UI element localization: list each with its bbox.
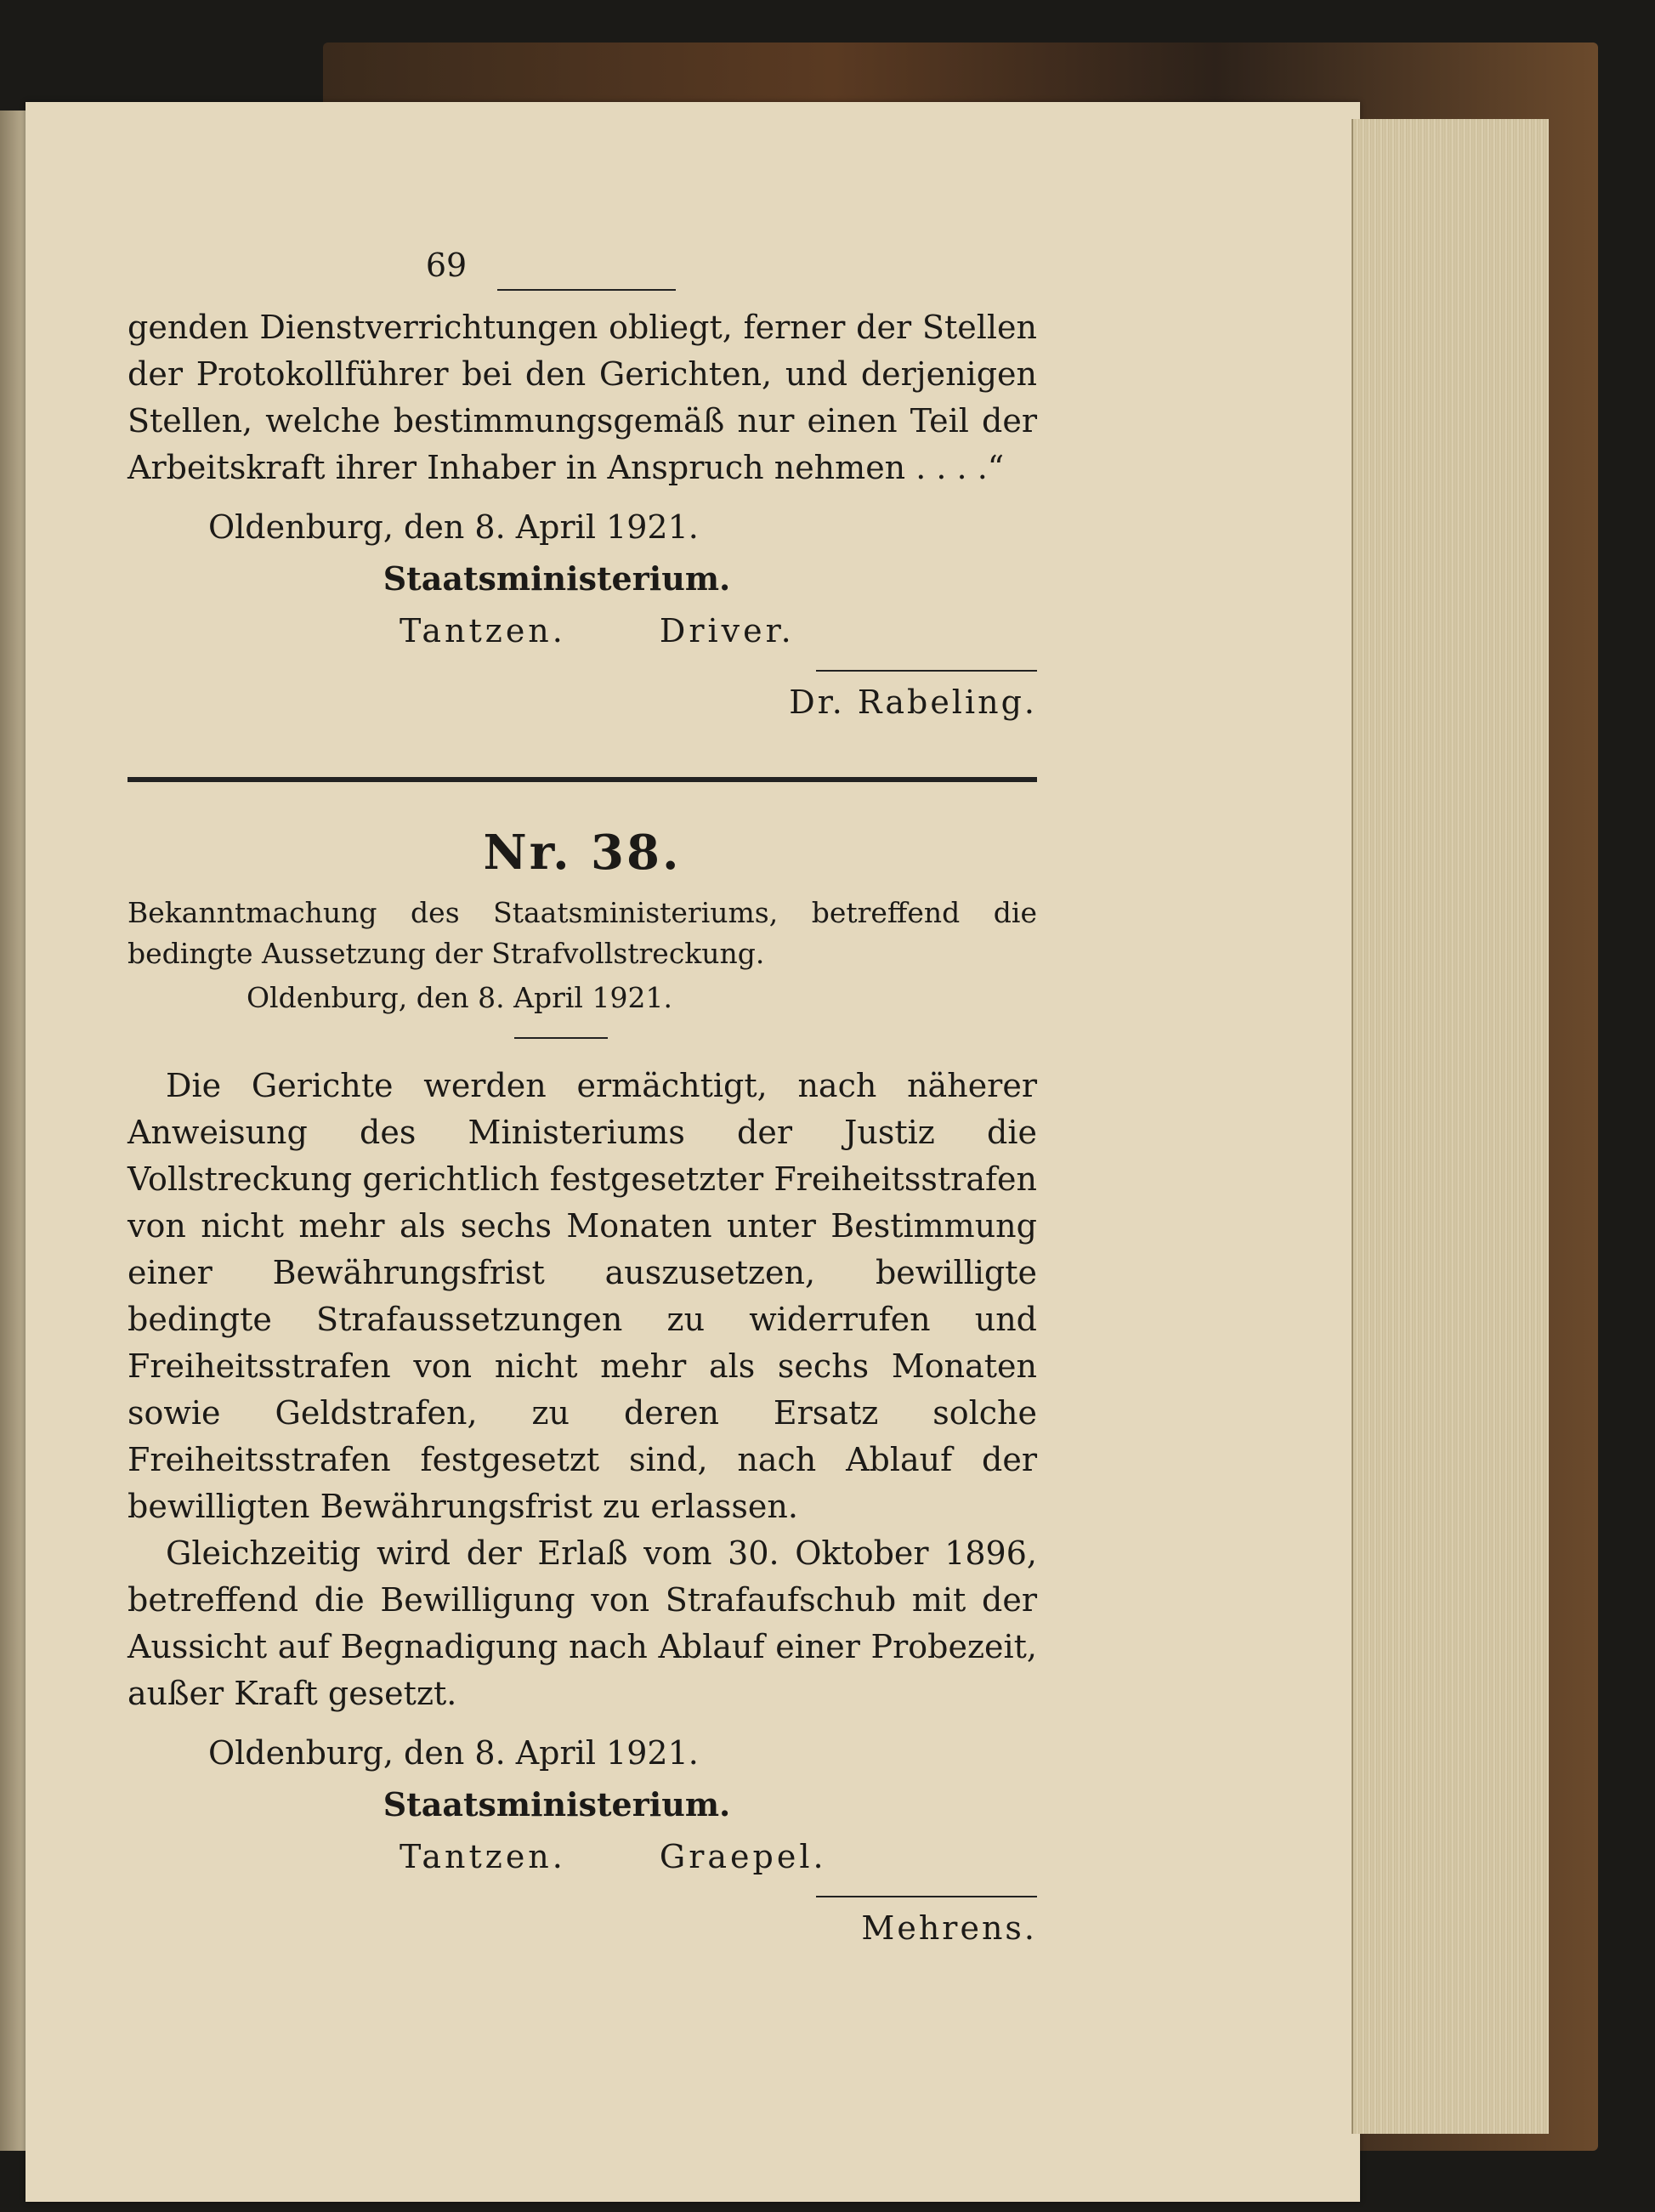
page-number: 69 xyxy=(425,247,468,284)
section-subject: Bekanntmachung des Staatsministeriums, betreffend die bedingte Aussetzung der Strafvollstreckung. xyxy=(128,896,1037,970)
section-title: Nr. 38. xyxy=(483,825,682,881)
continuation-paragraph: genden Dienstverrichtungen obliegt, ferner der Stellen der Protokollführer bei den Gerichten, und derjenigen Stellen, welche bestimmungsgemäß nur einen Teil der Arbeitskraft ihrer Inhaber in Anspruch nehmen . . . .“ xyxy=(128,309,1037,486)
countersign-rule xyxy=(816,670,1037,672)
authority: Staatsministerium. xyxy=(383,559,731,598)
signature: Driver. xyxy=(659,612,795,649)
place-date: Oldenburg, den 8. April 1921. xyxy=(208,508,699,546)
closing-signature-row xyxy=(400,1831,1037,1882)
closing-authority: Staatsministerium. xyxy=(383,1785,731,1823)
page-block-edges xyxy=(1352,119,1549,2134)
short-rule xyxy=(514,1037,608,1039)
signature: Tantzen. xyxy=(400,612,566,649)
page-number-rule xyxy=(497,289,676,291)
section-divider xyxy=(128,777,1037,782)
signature: Graepel. xyxy=(659,1838,827,1875)
closing-countersign-rule xyxy=(816,1896,1037,1897)
body-paragraph: Die Gerichte werden ermächtigt, nach näherer Anweisung des Ministeriums der Justiz die Vollstreckung gerichtlich festgesetzter Freiheitsstrafen von nicht mehr als sechs Monaten unter Bestimmung einer Bewährungsfrist auszusetzen, bewilligte bedingte Strafaussetzungen zu widerrufen und Freiheitsstrafen von nicht mehr als sechs Monaten sowie Geldstrafen, zu deren Ersatz solche Freiheitsstrafen festgesetzt sind, nach Ablauf der bewilligten Bewährungsfrist zu erlassen. xyxy=(128,1067,1037,1525)
page-text xyxy=(128,230,1037,1950)
closing-place-date: Oldenburg, den 8. April 1921. xyxy=(208,1734,699,1772)
section-place-date: Oldenburg, den 8. April 1921. xyxy=(247,981,672,1014)
closing-countersign: Mehrens. xyxy=(861,1909,1037,1947)
body-paragraph: Gleichzeitig wird der Erlaß vom 30. Oktober 1896, betreffend die Bewilligung von Strafaufschub mit der Aussicht auf Begnadigung nach Ablauf einer Probezeit, außer Kraft gesetzt. xyxy=(128,1534,1037,1712)
signature-row xyxy=(400,605,1037,656)
countersign: Dr. Rabeling. xyxy=(789,683,1037,721)
signature: Tantzen. xyxy=(400,1838,566,1875)
